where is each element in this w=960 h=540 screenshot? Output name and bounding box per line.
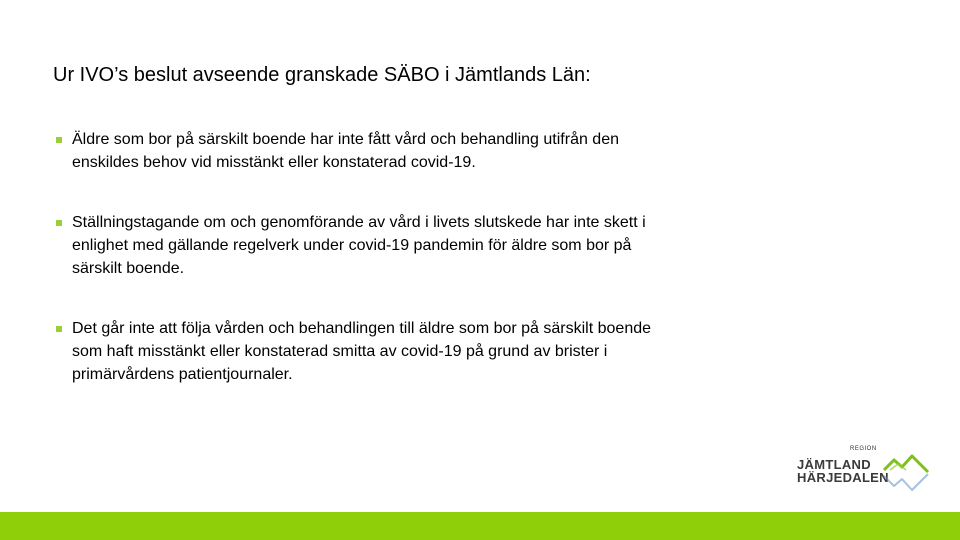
bullet-item xyxy=(56,317,656,386)
region-logo xyxy=(796,446,936,492)
bullet-item xyxy=(56,211,656,280)
bullet-square-icon xyxy=(56,326,62,332)
logo-name-line1: JÄMTLAND xyxy=(797,457,871,472)
bullet-list xyxy=(56,128,656,386)
logo-name-line2: HÄRJEDALEN xyxy=(797,470,889,485)
footer-accent-bar xyxy=(0,512,960,540)
bullet-text: Det går inte att följa vården och behandlingen till äldre som bor på särskilt boende som haft misstänkt eller konstaterad smitta av covid-19 på grund av brister i primärvårdens patientjournaler. xyxy=(72,320,652,383)
bullet-square-icon xyxy=(56,220,62,226)
slide-title: Ur IVO’s beslut avseende granskade SÄBO i Jämtlands Län: xyxy=(53,64,591,86)
bullet-item xyxy=(56,128,656,174)
logo-region-label: REGION xyxy=(850,446,877,452)
mountain-logo-icon xyxy=(882,450,932,492)
bullet-square-icon xyxy=(56,137,62,143)
bullet-text: Ställningstagande om och genomförande av vård i livets slutskede har inte skett i enlighet med gällande regelverk under covid-19 pandemin för äldre som bor på särskilt boende. xyxy=(72,214,646,277)
bullet-text: Äldre som bor på särskilt boende har inte fått vård och behandling utifrån den enskildes behov vid misstänkt eller konstaterad covid-19. xyxy=(72,131,619,171)
